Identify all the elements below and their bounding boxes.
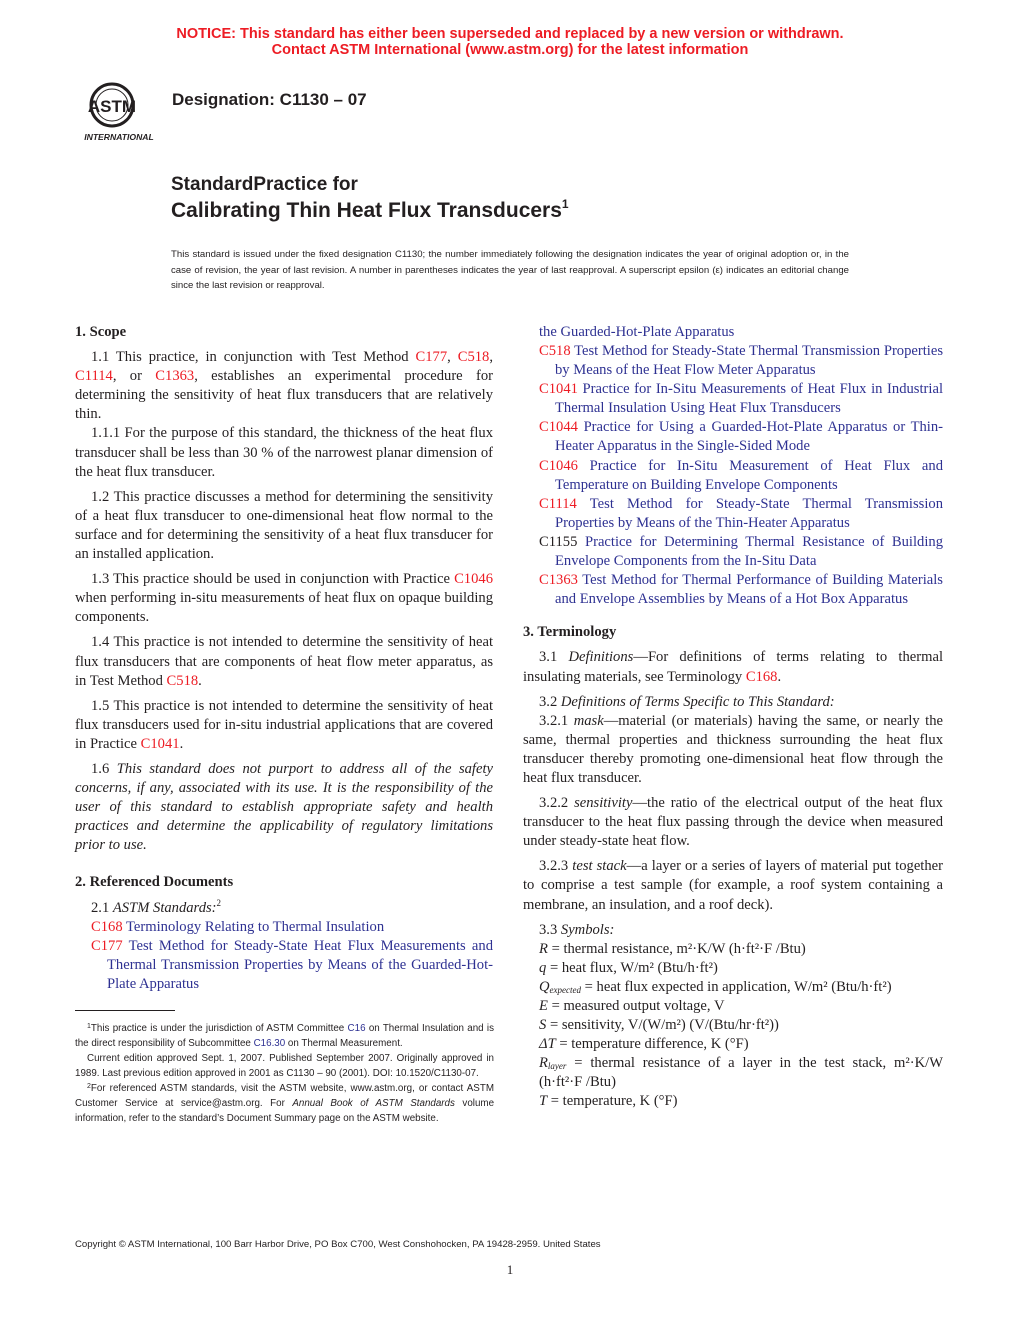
ref-c1155 [523,533,943,571]
ref-c177-title-tail[interactable]: the Guarded-Hot-Plate Apparatus [539,324,735,340]
ref-c1046 [523,457,943,495]
ref-c1155-title[interactable]: Practice for Determining Thermal Resistance of Building Envelope Components from the In-Situ Data [555,533,943,570]
para-1-2: 1.2 This practice discusses a method for determining the sensitivity of a heat flux transducer to one-dimensional heat flow normal to the surface and for determining the sensitivity of a heat flux transducer for an installed application. [75,488,493,563]
right-column [523,323,943,1112]
designation: Designation: C1130 – 07 [172,90,367,109]
copyright: Copyright © ASTM International, 100 Barr Harbor Drive, PO Box C700, West Conshohocken, PA 19428-2959. United States [75,1239,601,1250]
issued-note: This standard is issued under the fixed designation C1130; the number immediately following the designation indicates the year of original adoption or, in the case of revision, the year of last revision. A number in parentheses indicates the year of last reapproval. A superscript epsilon (ε) indicates an editorial change since the last revision or reapproval. [171,249,849,291]
title-line-2: Calibrating Thin Heat Flux Transducers$^1$ [171,197,569,222]
ref-c1363-title[interactable]: Test Method for Thermal Performance of Building Materials and Envelope Assemblies by Means of a Hot Box Apparatus [555,572,943,608]
link-c518-b[interactable]: C518 [166,672,199,689]
left-column [75,323,494,992]
ref-c1114-title[interactable]: Test Method for Steady-State Thermal Transmission Properties by Means of the Thin-Heater Apparatus [555,495,943,531]
link-c1114[interactable]: C1114 [75,368,113,385]
link-c1363[interactable]: C1363 [155,368,195,385]
para-3-2-1: 3.2.1 mask—material (or materials) having the same, or nearly the same, thermal properties and thickness surrounding the heat flux transducer thereby promoting one-dimensional heat flow through the heat flux transducer. [523,712,943,786]
ref-c1114-code[interactable]: C1114 [539,495,577,512]
para-1-4: 1.4 This practice is not intended to determine the sensitivity of heat flux transducers that are components of heat flow meter apparatus, as in Test Method C518. [75,634,493,689]
para-1-5: 1.5 This practice is not intended to determine the sensitivity of heat flux transducers used for in-situ industrial applications that are covered in Practice C1041. [75,697,493,752]
ref-c1363-code[interactable]: C1363 [539,572,578,589]
link-c16-30[interactable]: C16.30 [253,1038,286,1049]
footnote-2: $^2$For referenced ASTM standards, visit the ASTM website, www.astm.org, or contact ASTM Customer Service at service@astm.org. For Annual Book of ASTM Standards volume information, refer to the standard’s Document Summary page on the ASTM website. [75,1083,495,1124]
footnotes [75,1021,494,1126]
symbol-E: E = measured output voltage, V [539,998,725,1014]
link-c16[interactable]: C16 [347,1023,366,1034]
logo-top-text: ASTM [87,97,137,116]
ref-c518-title[interactable]: Test Method for Steady-State Thermal Transmission Properties by Means of the Heat Flow Meter Apparatus [555,343,943,379]
para-3-2: 3.2 Definitions of Terms Specific to This Standard: [539,693,835,710]
ref-c1114 [523,495,943,533]
ref-c1041 [523,380,943,418]
title-footnote-marker: 1 [561,197,569,211]
symbol-T: T = temperature, K (°F) [539,1093,678,1110]
ref-c1041-code[interactable]: C1041 [539,381,578,398]
title-line-1: StandardPractice for [171,174,358,195]
notice-line-1: NOTICE: This standard has either been superseded and replaced by a new version or withdrawn. [176,26,844,42]
para-2-1: 2.1 ASTM Standards:$^2$ [91,897,222,916]
symbol-Q: $Q_{expected}$ = heat flux expected in application, W/m² (Btu/h·ft²) [539,978,892,995]
para-3-3: 3.3 Symbols: [539,921,615,938]
footnote-1: $^1$This practice is under the jurisdiction of ASTM Committee C16 on Thermal Insulation and is the direct responsibility of Subcommittee C16.30 on Thermal Measurement. [75,1023,494,1049]
para-1-1-1: 1.1.1 For the purpose of this standard, the thickness of the heat flux transducer shall be less than 30 % of the narrowest planar dimension of the heat flux transducer. [75,425,493,480]
ref-c1044-title[interactable]: Practice for Using a Guarded-Hot-Plate Apparatus or Thin-Heater Apparatus in the Single-Sided Mode [555,419,943,455]
para-1-1: 1.1 This practice, in conjunction with Test Method C177, C518, C1114, or C1363, establishes an experimental procedure for determining the sensitivity of heat flux transducers that are relatively thin. [75,349,494,423]
ref-c1044-code[interactable]: C1044 [539,419,578,436]
ref-c1363 [523,571,943,609]
symbol-delta-T: ΔT = temperature difference, K (°F) [539,1036,749,1053]
ref-c168-code[interactable]: C168 [91,918,123,935]
referenced-heading: 2. Referenced Documents [75,874,234,891]
para-3-2-3: 3.2.3 test stack—a layer or a series of layers of material put together to comprise a test sample (for example, a roof system containing a membrane, an insulation, and a roof deck). [523,858,943,913]
astm-logo [76,78,162,144]
notice-line-2: Contact ASTM International (www.astm.org) for the latest information [271,42,749,58]
ref-c177-part1 [75,937,493,992]
ref-c177-part2 [523,323,943,342]
logo-bottom-text: INTERNATIONAL [84,132,154,142]
link-c168[interactable]: C168 [745,668,778,685]
ref-c168 [75,918,493,937]
ref-c1155-code: C1155 [539,533,578,550]
symbol-R: R = thermal resistance, m²·K/W (h·ft²·F /Btu) [539,940,806,957]
ref-c177-code[interactable]: C177 [91,937,123,954]
ref-c1046-title[interactable]: Practice for In-Situ Measurement of Heat Flux and Temperature on Building Envelope Components [555,457,943,493]
symbol-S: S = sensitivity, V/(W/m²) (V/(Btu/hr·ft²)) [539,1017,779,1034]
footnote-divider [75,1010,175,1011]
symbol-R-layer: $R_{layer}$ = thermal resistance of a layer in the test stack, m²·K/W (h·ft²·F /Btu) [539,1055,943,1091]
symbol-q: q = heat flux, W/m² (Btu/h·ft²) [539,959,718,976]
scope-heading: 1. Scope [75,324,127,340]
ref-c177-title[interactable]: Test Method for Steady-State Heat Flux Measurements and Thermal Transmission Properties by Means of the Guarded-Hot-Plate Apparatus [107,937,493,992]
link-c177[interactable]: C177 [415,349,448,366]
link-c518[interactable]: C518 [457,349,490,366]
footnote-1-edition: Current edition approved Sept. 1, 2007. Published September 2007. Originally approved in 1989. Last previous edition approved in 2001 as C1130 – 90 (2001). DOI: 10.1520/C1130-07. [75,1053,494,1079]
link-c1041[interactable]: C1041 [140,735,180,752]
page-number: 1 [506,1262,514,1277]
para-3-2-2: 3.2.2 sensitivity—the ratio of the electrical output of the heat flux transducer to the heat flux passing through the device when measured under steady-state heat flow. [523,795,943,850]
para-1-3: 1.3 This practice should be used in conjunction with Practice C1046 when performing in-situ measurements of heat flux on opaque building components. [75,571,493,626]
ref-c518-code[interactable]: C518 [539,343,571,359]
link-c1046[interactable]: C1046 [454,571,493,588]
ref-c1044 [523,418,943,456]
ref-c1046-code[interactable]: C1046 [539,457,578,474]
para-3-1: 3.1 Definitions—For definitions of terms relating to thermal insulating materials, see Terminology C168. [523,649,944,685]
ref-c518 [523,342,943,380]
terminology-heading: 3. Terminology [523,624,617,641]
ref-c1041-title[interactable]: Practice for In-Situ Measurements of Heat Flux in Industrial Thermal Insulation Using Heat Flux Transducers [555,381,943,417]
para-1-6: 1.6 This standard does not purport to address all of the safety concerns, if any, associated with its use. It is the responsibility of the user of this standard to establish appropriate safety and health practices and determine the applicability of regulatory limitations prior to use. [75,760,493,854]
ref-c168-title[interactable]: Terminology Relating to Thermal Insulation [122,918,385,935]
